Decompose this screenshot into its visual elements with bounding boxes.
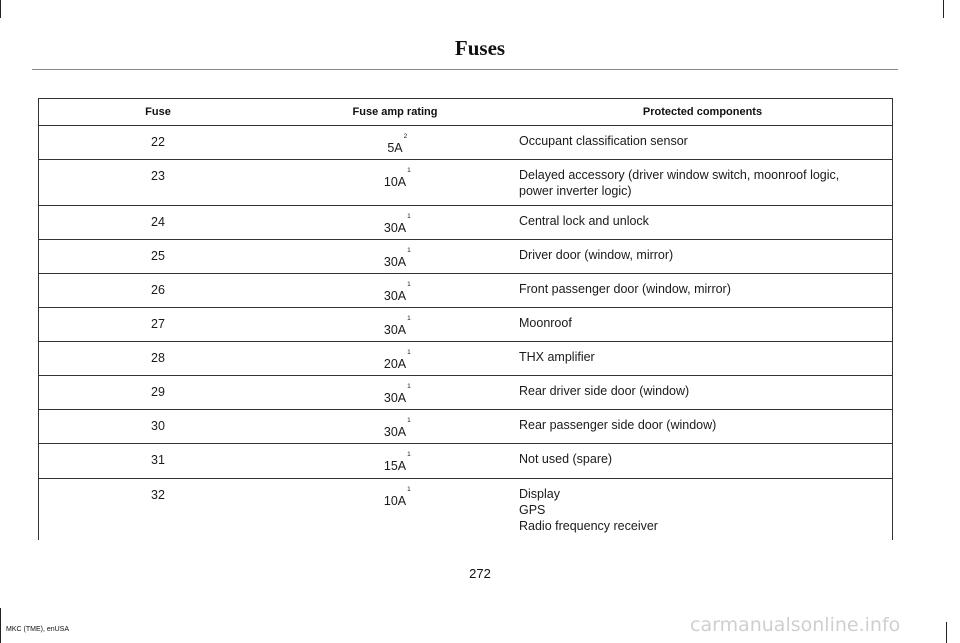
amp-rating-wrapper [383,417,411,439]
fuse-table [38,98,893,540]
amp-rating: 15A [383,459,407,473]
footnote-marker: 1 [407,349,411,356]
cell-protected-components [513,444,893,479]
cell-protected-components [513,479,893,541]
fuse-number: 24 [151,215,165,229]
amp-rating-wrapper [383,167,411,189]
amp-rating-wrapper [383,451,411,473]
protected-component-line: Central lock and unlock [519,214,649,228]
cell-fuse-number [39,342,278,376]
footnote-marker: 1 [407,451,411,458]
protected-component-line: Delayed accessory (driver window switch, moonroof logic, [519,168,840,182]
amp-rating: 30A [383,221,407,235]
amp-rating: 30A [383,255,407,269]
fuse-number: 32 [151,488,165,502]
cell-fuse-number [39,479,278,541]
cell-amp-rating [277,376,513,410]
amp-rating: 20A [383,357,407,371]
footnote-marker: 1 [407,315,411,322]
cell-amp-rating [277,410,513,444]
page-number: 272 [469,566,491,581]
fuse-number: 31 [151,453,165,467]
amp-rating-wrapper [383,486,411,508]
cell-fuse-number [39,410,278,444]
crop-mark [946,622,947,643]
cell-amp-rating [277,240,513,274]
fuse-number: 23 [151,169,165,183]
amp-rating: 10A [383,175,407,189]
table-row [39,479,893,541]
amp-rating-wrapper [383,349,411,371]
fuse-table-body [39,126,893,541]
footnote-marker: 1 [407,213,411,220]
footnote-marker: 2 [403,133,408,140]
table-row [39,342,893,376]
protected-component-line: THX amplifier [519,350,595,364]
cell-fuse-number [39,206,278,240]
protected-component-line: Front passenger door (window, mirror) [519,282,731,296]
cell-protected-components [513,376,893,410]
table-row [39,160,893,206]
fuse-number: 28 [151,351,165,365]
cell-fuse-number [39,308,278,342]
table-row [39,126,893,160]
amp-rating: 30A [383,391,407,405]
cell-fuse-number [39,240,278,274]
fuse-number: 26 [151,283,165,297]
cell-amp-rating [277,479,513,541]
amp-rating-wrapper [383,315,411,337]
table-row [39,206,893,240]
amp-rating-wrapper [383,383,411,405]
header-fuse: Fuse [39,99,278,126]
amp-rating-wrapper [383,281,411,303]
footnote-marker: 1 [407,383,411,390]
amp-rating: 5A [387,141,403,155]
table-row [39,274,893,308]
amp-rating-wrapper [383,247,411,269]
footnote-marker: 1 [407,281,411,288]
crop-mark [0,608,1,643]
cell-protected-components [513,342,893,376]
table-row [39,240,893,274]
fuse-number: 30 [151,419,165,433]
amp-rating: 30A [383,289,407,303]
footnote-marker: 1 [407,486,411,493]
protected-component-line: Not used (spare) [519,452,613,466]
cell-amp-rating [277,308,513,342]
protected-component-line: Display [519,487,560,501]
amp-rating: 30A [383,425,407,439]
cell-fuse-number [39,444,278,479]
cell-amp-rating [277,444,513,479]
cell-protected-components [513,160,893,206]
cell-fuse-number [39,376,278,410]
fuse-number: 25 [151,249,165,263]
fuse-number: 22 [151,135,165,149]
protected-component-line: Occupant classification sensor [519,134,688,148]
cell-protected-components [513,308,893,342]
protected-component-line: Driver door (window, mirror) [519,248,674,262]
crop-mark [943,0,944,18]
protected-component-line: Rear passenger side door (window) [519,418,717,432]
protected-component-line: Radio frequency receiver [519,519,658,533]
table-row [39,444,893,479]
cell-amp-rating [277,206,513,240]
cell-protected-components [513,240,893,274]
cell-amp-rating [277,126,513,160]
amp-rating: 30A [383,323,407,337]
footnote-marker: 1 [407,167,411,174]
table-row [39,410,893,444]
protected-component-line: Rear driver side door (window) [519,384,690,398]
footer-doc-code: MKC (TME), enUSA [6,626,70,633]
cell-protected-components [513,126,893,160]
cell-amp-rating [277,160,513,206]
cell-fuse-number [39,126,278,160]
amp-rating: 10A [383,494,407,508]
cell-amp-rating [277,342,513,376]
table-header-row [39,99,893,126]
cell-protected-components [513,206,893,240]
protected-component-line: Moonroof [519,316,572,330]
fuse-number: 27 [151,317,165,331]
header-protected-components: Protected components [513,99,893,126]
amp-rating-wrapper [383,213,411,235]
footnote-marker: 1 [407,247,411,254]
page-title: Fuses [454,36,506,60]
amp-rating-wrapper [387,133,408,155]
table-row [39,376,893,410]
fuse-number: 29 [151,385,165,399]
protected-component-line: power inverter logic) [519,184,632,198]
cell-amp-rating [277,274,513,308]
cell-fuse-number [39,274,278,308]
table-row [39,308,893,342]
cell-protected-components [513,274,893,308]
cell-fuse-number [39,160,278,206]
protected-component-line: GPS [519,503,546,517]
footnote-marker: 1 [407,417,411,424]
header-amp-rating: Fuse amp rating [277,99,513,126]
cell-protected-components [513,410,893,444]
watermark: carmanualsonline.info [690,614,901,636]
crop-mark [0,0,1,18]
title-divider [32,69,898,70]
